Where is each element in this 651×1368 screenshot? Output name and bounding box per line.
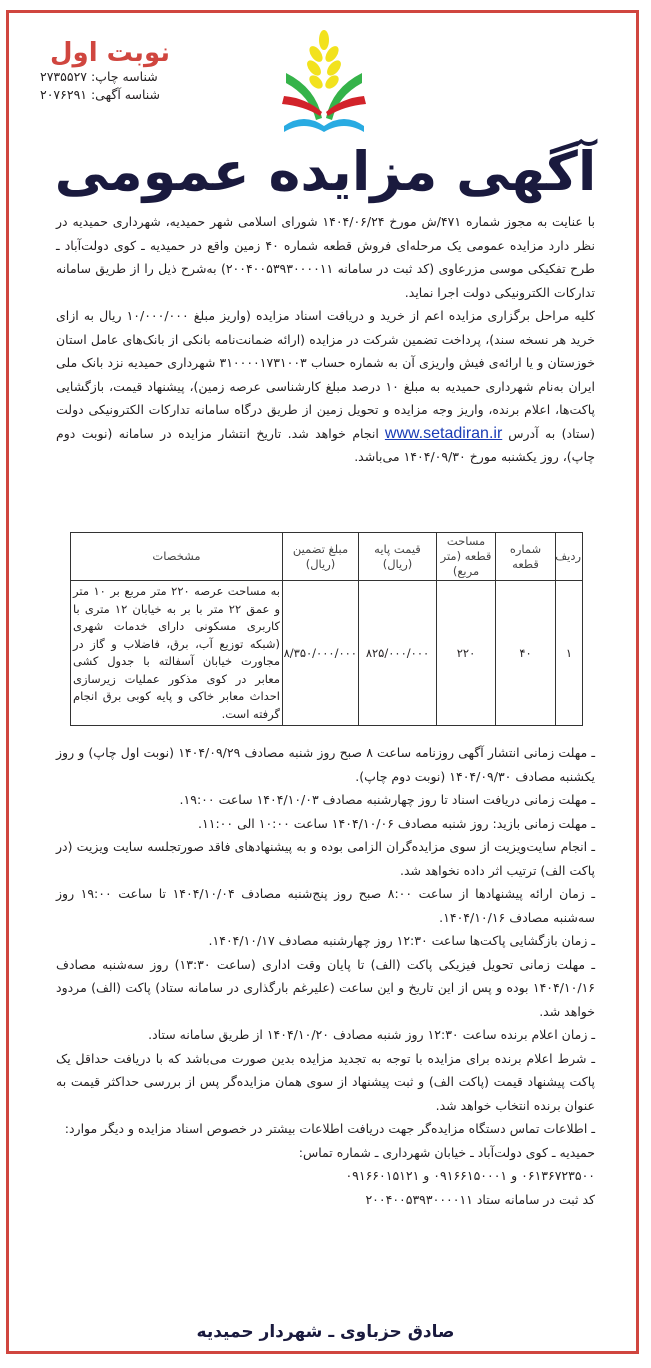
cell-spec: به مساحت عرصه ۲۲۰ متر مربع بر ۱۰ متر و عمق ۲۲ متر با بر به خیابان ۱۲ متری با کاربری مسکونی دارای خدمات شهری (شبکه توزیع آب، برق، فاضلاب و گاز در مجاورت خیابان آسفالته با جدول کشی معابر در کوی مذکور عملیات زیرسازی احداث معابر خاکی و پایه کوبی برق انجام گرفته است.	[71, 581, 283, 726]
page-title: آگهی مزایده عمومی	[54, 140, 597, 203]
list-item: ـ اطلاعات تماس دستگاه مزایده‌گر جهت دریافت اطلاعات بیشتر در خصوص اسناد مزایده و دیگر موارد:	[64, 1121, 595, 1136]
list-item: ـ شرط اعلام برنده برای مزایده با توجه به تجدید مزایده بدین صورت می‌باشد که با دریافت حداقل یک پاکت پیشنهاد قیمت (پاکت الف) و ثبت پیشنهاد از سوی همان مزایده‌گر پس از بررسی حداکثر قیمت به عنوان برنده انتخاب خواهد شد.	[56, 1050, 595, 1113]
signature: صادق حزباوی ـ شهردار حمیدیه	[196, 1322, 455, 1342]
list-item: ـ مهلت زمانی بازید: روز شنبه مصادف ۱۴۰۴/۱۰/۰۶ ساعت ۱۰:۰۰ الی ۱۱:۰۰.	[198, 815, 595, 831]
contact-phones: ۰۶۱۳۶۷۲۳۵۰۰ و ۰۹۱۶۶۱۵۰۰۰۱ و ۰۹۱۶۶۰۱۵۱۲۱	[345, 1168, 595, 1183]
municipality-logo	[276, 28, 372, 138]
header-plot-number: شماره قطعه	[496, 533, 556, 581]
cell-row-number: ۱	[556, 581, 583, 726]
cell-guarantee: ۸/۳۵۰/۰۰۰/۰۰۰	[283, 581, 359, 726]
round-label: نوبت اول	[49, 38, 171, 68]
list-item: ـ مهلت زمانی دریافت اسناد تا روز چهارشنبه مصادف ۱۴۰۴/۱۰/۰۳ ساعت ۱۹:۰۰.	[179, 792, 595, 807]
list-item: ـ مهلت زمانی انتشار آگهی روزنامه ساعت ۸ صبح روز شنبه مصادف ۱۴۰۴/۰۹/۲۹ (نوبت اول چاپ) و روز یکشنبه مصادف ۱۴۰۴/۰۹/۳۰ (نوبت دوم چاپ).	[56, 745, 595, 784]
print-id: شناسه چاپ: ۲۷۳۵۵۲۷	[40, 69, 158, 84]
header-row-number: ردیف	[556, 533, 583, 581]
list-item: ـ زمان ارائه پیشنهادها از ساعت ۸:۰۰ صبح روز پنج‌شنبه مصادف ۱۴۰۴/۱۰/۰۴ تا ساعت ۱۹:۰۰ روز سه‌شنبه مصادف ۱۴۰۴/۱۰/۱۶.	[56, 886, 595, 925]
cell-base-price: ۸۲۵/۰۰۰/۰۰۰	[359, 581, 437, 726]
registration-code: کد ثبت در سامانه ستاد ۲۰۰۴۰۰۵۳۹۳۰۰۰۰۱۱	[365, 1191, 595, 1207]
process-text-after: انجام خواهد شد. تاریخ انتشار مزایده در سامانه (نوبت دوم چاپ)، روز یکشنبه مورخ ۱۴۰۴/۰۹/۳۰ می‌باشد.	[56, 425, 595, 464]
header-area: مساحت قطعه (متر مربع)	[437, 533, 496, 581]
setad-link[interactable]: www.setadiran.ir	[384, 424, 503, 442]
table-row	[71, 581, 583, 726]
intro-paragraph	[56, 210, 595, 304]
process-text: کلیه مراحل برگزاری مزایده اعم از خرید و دریافت اسناد مزایده (واریز مبلغ ۱۰/۰۰۰/۰۰۰ ریال به ازای خرید هر نسخه سند)، پرداخت تضمین شرکت در مزایده (ارائه ضمانت‌نامه بانکی از بانک‌های عامل استان خوزستان و یا ارائه‌ی فیش واریزی آن به شماره حساب ۳۱۰۰۰۰۱۷۳۱۰۰۳ شهرداری حمیدیه نزد بانک ملی ایران به‌نام شهرداری حمیدیه به مبلغ ۱۰ درصد مبلغ کارشناسی عرصه زمین)، پیشنهاد قیمت، بازگشایی پاکت‌ها، اعلام برنده، واریز وجه مزایده و تحویل زمین از طریق درگاه سامانه تدارکات الکترونیکی دولت (ستاد) به آدرس	[56, 308, 595, 441]
cell-area: ۲۲۰	[437, 581, 496, 726]
list-item: ـ زمان اعلام برنده ساعت ۱۲:۳۰ روز شنبه مصادف ۱۴۰۴/۱۰/۲۰ از طریق سامانه ستاد.	[148, 1027, 595, 1042]
ad-id: شناسه آگهی: ۲۰۷۶۲۹۱	[40, 87, 160, 102]
list-item: ـ مهلت زمانی تحویل فیزیکی پاکت (الف) تا پایان وقت اداری (ساعت ۱۳:۳۰) روز سه‌شنبه مصادف ۱۴۰۴/۱۰/۱۶ بوده و پس از این تاریخ و این ساعت (علیرغم بارگذاری در سامانه ستاد) پاکت (الف) مردود خواهد شد.	[56, 956, 596, 1019]
ad-ids	[40, 38, 180, 104]
process-paragraph	[56, 304, 595, 469]
list-item: ـ زمان بازگشایی پاکت‌ها ساعت ۱۲:۳۰ روز چهارشنبه مصادف ۱۴۰۴/۱۰/۱۷.	[208, 933, 595, 948]
header-guarantee: مبلغ تضمین (ریال)	[283, 533, 359, 581]
contact-address: حمیدیه ـ کوی دولت‌آباد ـ خیابان شهرداری ـ شماره تماس:	[298, 1144, 595, 1160]
auction-table	[70, 532, 583, 726]
cell-plot-number: ۴۰	[496, 581, 556, 726]
header-spec: مشخصات	[71, 533, 283, 581]
list-item: ـ انجام سایت‌ویزیت از سوی مزایده‌گران الزامی بوده و به پیشنهادهای فاقد صورتجلسه سایت ویزیت (در پاکت الف) ترتیب اثر داده نخواهد شد.	[56, 839, 595, 878]
table-header-row	[71, 533, 583, 581]
intro-text: با عنایت به مجوز شماره ۴۷۱/ش مورخ ۱۴۰۴/۰۶/۲۴ شورای اسلامی شهر حمیدیه، شهرداری حمیدیه در نظر دارد مزایده عمومی یک مرحله‌ای فروش قطعه شماره ۴۰ زمین واقع در حمیدیه ـ کوی دولت‌آباد ـ طرح تفکیکی موسی مزرعاوی (کد ثبت در سامانه ۲۰۰۴۰۰۵۳۹۳۰۰۰۰۱۱) به‌شرح ذیل را از طریق سامانه تدارکات الکترونیکی دولت اجرا نماید.	[56, 214, 595, 300]
conditions-list	[56, 741, 595, 1211]
header-base-price: قیمت پایه (ریال)	[359, 533, 437, 581]
